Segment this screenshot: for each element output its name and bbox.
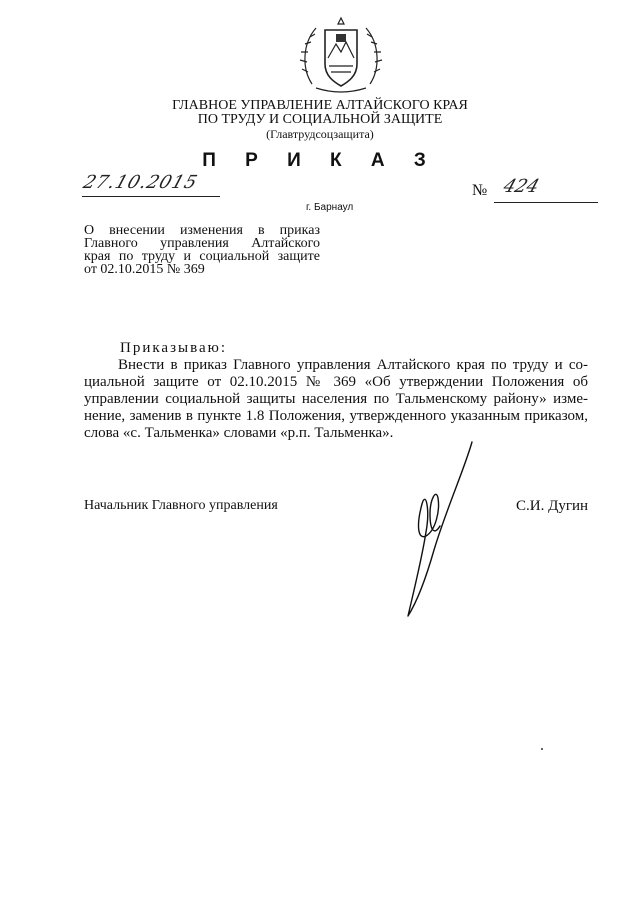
body-line: циальной защите от 02.10.2015 № 369 «Об утверждении Положения об [84, 374, 588, 390]
date-underline [82, 196, 220, 197]
subject-line: О внесении изменения в приказ [84, 223, 320, 238]
organization-name-line1: ГЛАВНОЕ УПРАВЛЕНИЕ АЛТАЙСКОГО КРАЯ [172, 98, 468, 113]
organization-short-name: (Главтрудсоцзащита) [266, 127, 374, 141]
order-subject [84, 224, 320, 276]
subject-line: края по труду и социальной защите [84, 249, 320, 264]
subject-line: от 02.10.2015 № 369 [84, 262, 205, 277]
signer-name: С.И. Дугин [516, 498, 589, 514]
number-label: № [472, 182, 488, 199]
body-line: Внести в приказ Главного управления Алтайского края по труду и со- [118, 357, 588, 373]
handwritten-signature-icon [396, 440, 486, 620]
coat-of-arms-emblem [298, 14, 384, 96]
handwritten-date: 27.10.2015 [80, 172, 201, 193]
order-word: Приказываю: [120, 340, 227, 356]
city-label: г. Барнаул [306, 202, 354, 213]
number-underline [494, 202, 598, 203]
scan-speck [541, 748, 543, 750]
body-line: управлении социальной защиты населения по Тальменскому району» изме- [84, 391, 588, 407]
subject-line: Главного управления Алтайского [84, 236, 320, 251]
signer-position: Начальник Главного управления [84, 498, 278, 513]
body-line: слова «с. Тальменка» словами «р.п. Тальменка». [84, 425, 394, 441]
document-title: П Р И К А З [202, 150, 438, 171]
handwritten-number: 424 [500, 176, 542, 197]
body-line: нение, заменив в пункте 1.8 Положения, утвержденного указанным приказом, [84, 408, 588, 424]
order-body [84, 357, 588, 442]
organization-name-line2: ПО ТРУДУ И СОЦИАЛЬНОЙ ЗАЩИТЕ [197, 112, 443, 127]
